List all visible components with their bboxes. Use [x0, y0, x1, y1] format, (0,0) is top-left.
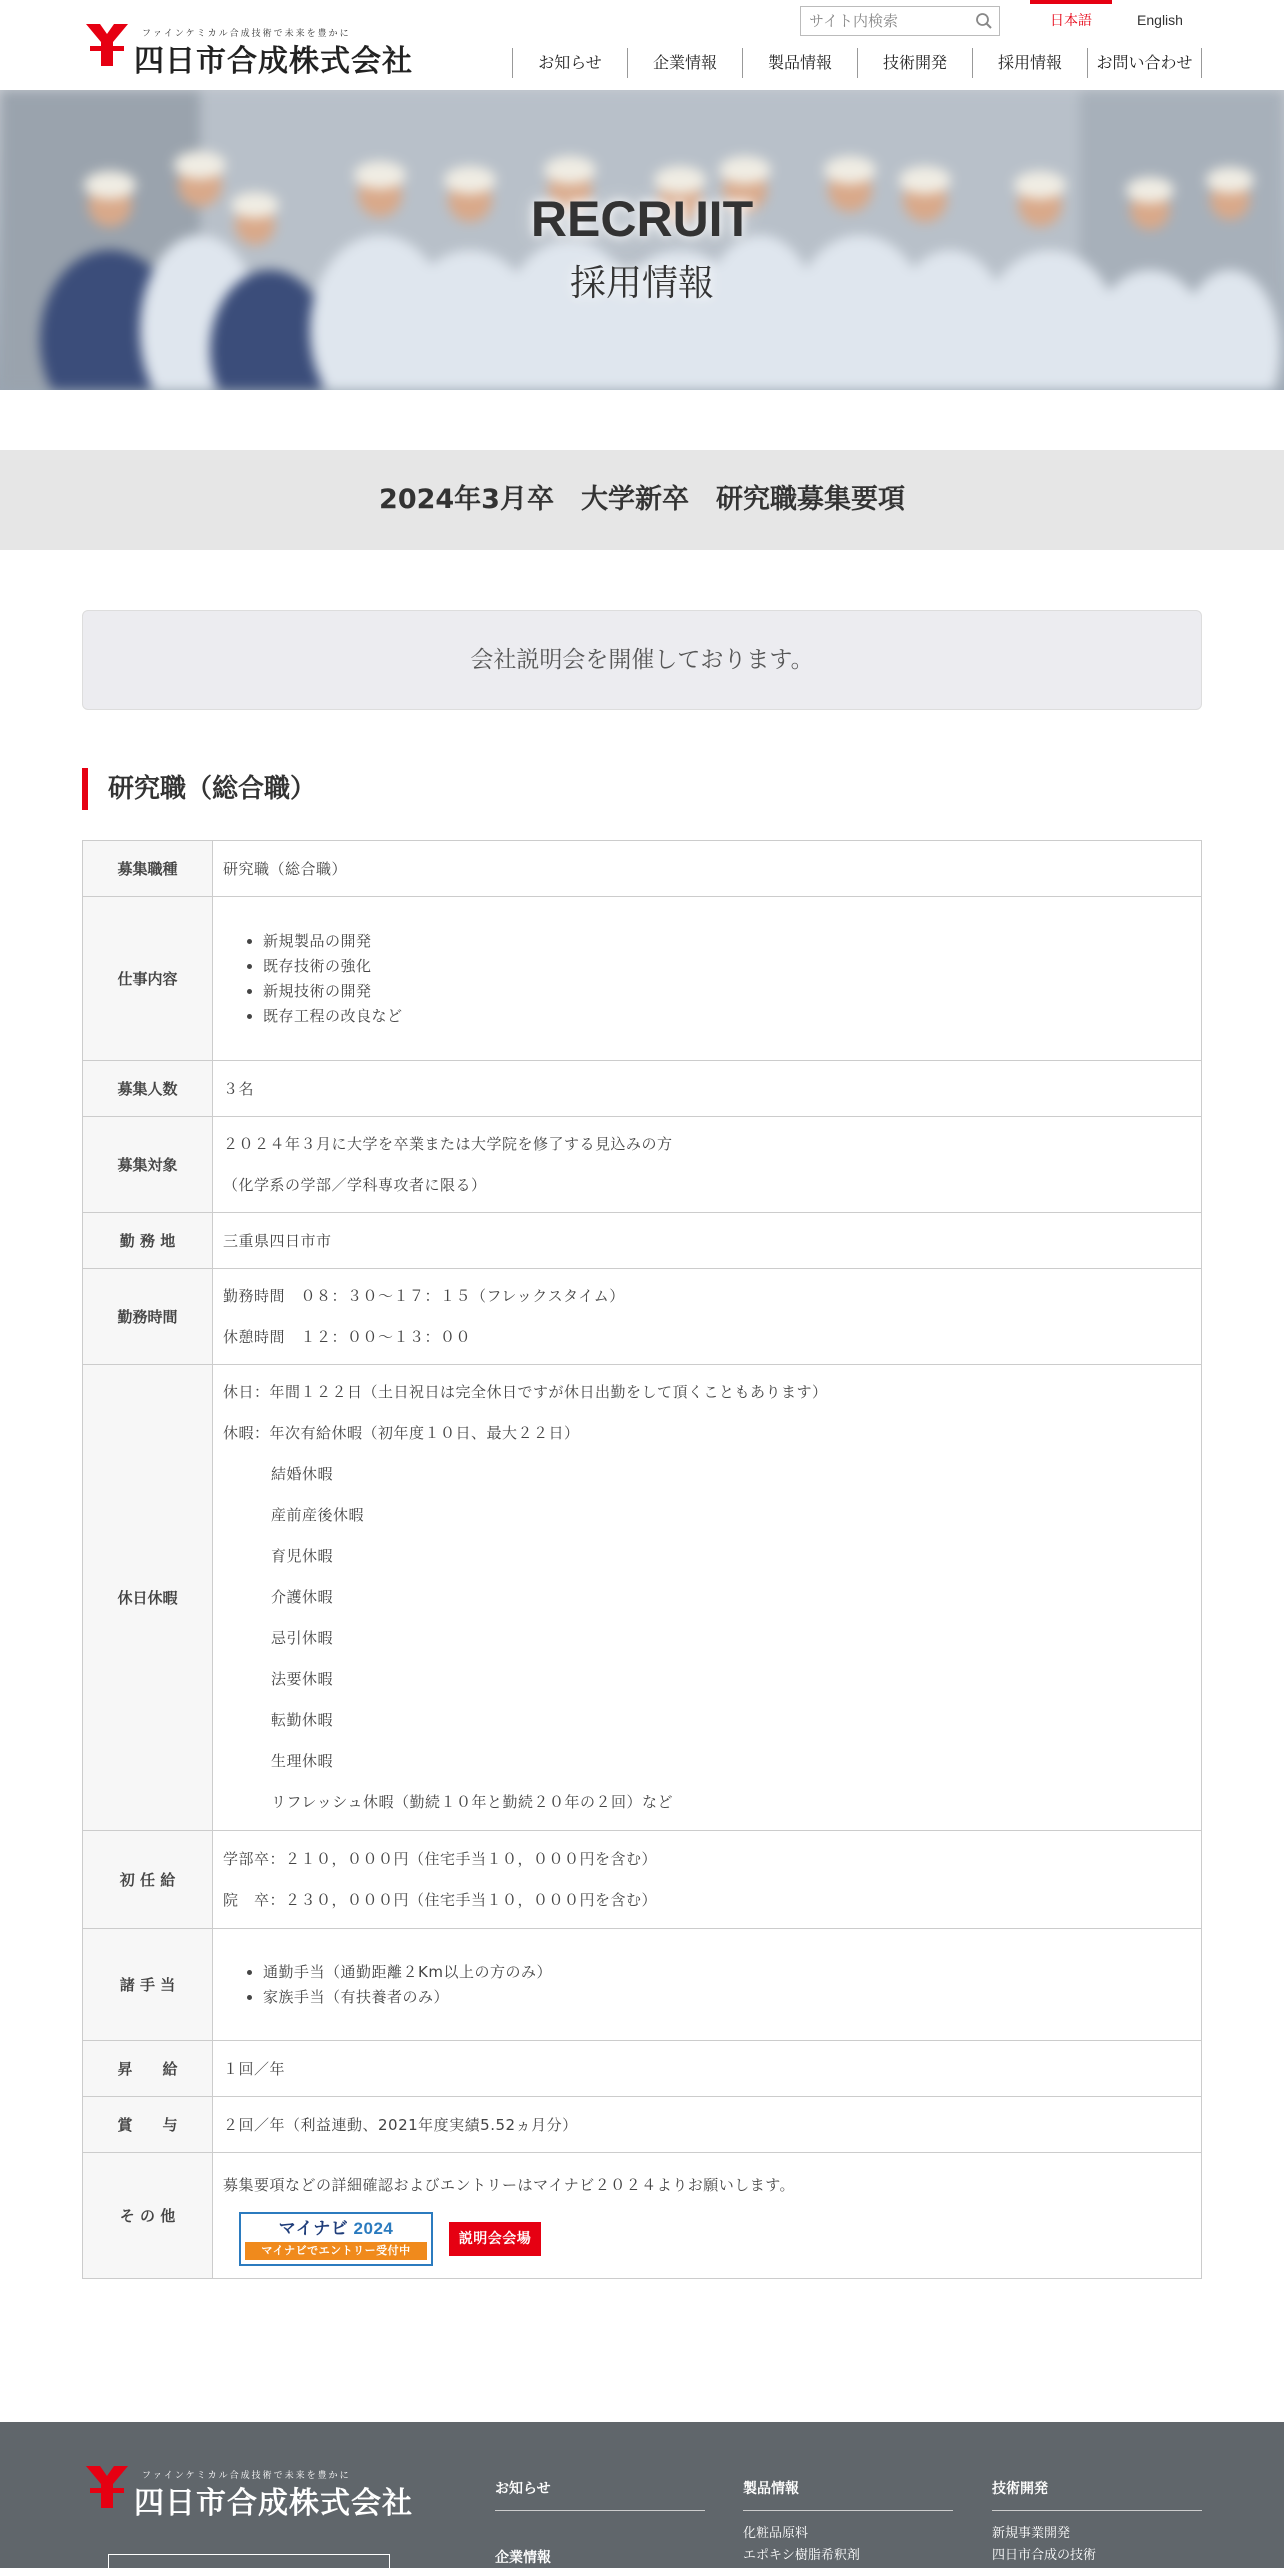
- footer-col-title[interactable]: 製品情報: [743, 2478, 953, 2511]
- section-heading: 研究職（総合職）: [82, 768, 316, 810]
- footer-sub-title[interactable]: 企業情報: [495, 2550, 551, 2566]
- row-label: 昇 給: [83, 2041, 213, 2097]
- row-value: １回／年: [213, 2041, 1202, 2097]
- logo-company-name: 四日市合成株式会社: [134, 44, 413, 79]
- row-label: 初 任 給: [83, 1831, 213, 1929]
- row-label: 勤務時間: [83, 1269, 213, 1365]
- text-line: 院 卒：２３０，０００円（住宅手当１０，０００円を含む）: [223, 1890, 658, 1909]
- table-row: [83, 841, 1202, 897]
- row-value: [213, 1269, 1202, 1365]
- text-line: 休憩時間 １２：００〜１３：００: [223, 1327, 472, 1346]
- site-footer: [0, 2422, 1284, 2568]
- logo-mark-icon: [82, 20, 132, 70]
- table-row: [83, 1269, 1202, 1365]
- duties-list: [223, 929, 1191, 1029]
- site-header: [0, 0, 1284, 90]
- row-value: [213, 1365, 1202, 1831]
- nav-technology[interactable]: 技術開発: [857, 48, 972, 78]
- table-row: [83, 1831, 1202, 1929]
- table-row: [83, 1929, 1202, 2041]
- text-line: ２０２４年３月に大学を卒業または大学院を修了する見込みの方: [223, 1134, 673, 1153]
- nav-contact[interactable]: お問い合わせ: [1087, 48, 1202, 78]
- row-value: [213, 1831, 1202, 1929]
- hero-banner: [0, 90, 1284, 390]
- nav-recruit[interactable]: 採用情報: [972, 48, 1087, 78]
- row-label: 諸 手 当: [83, 1929, 213, 2041]
- row-value: [213, 1929, 1202, 2041]
- row-label: そ の 他: [83, 2153, 213, 2279]
- footer-link[interactable]: 新規事業開発: [992, 2526, 1071, 2541]
- logo-tagline: ファインケミカル合成技術で未来を豊かに: [142, 2471, 351, 2481]
- text-line: 休日：年間１２２日（土日祝日は完全休日ですが休日出勤をして頂くこともあります）: [223, 1383, 828, 1401]
- row-value: ２回／年（利益連動、2021年度実績5.52ヵ月分）: [213, 2097, 1202, 2153]
- global-nav: [512, 48, 1202, 78]
- page-title: 2024年3月卒 大学新卒 研究職募集要項: [379, 484, 905, 515]
- table-row: [83, 2153, 1202, 2279]
- table-row: [83, 897, 1202, 1061]
- row-label: 募集人数: [83, 1061, 213, 1117]
- footer-col-news: [495, 2478, 705, 2567]
- site-search: [800, 6, 1000, 36]
- list-item: • 家族手当（有扶養者のみ）: [263, 1985, 1191, 2010]
- job-requirements-table: [82, 840, 1202, 2279]
- row-value: [213, 2153, 1202, 2279]
- table-row: [83, 1061, 1202, 1117]
- leave-item: リフレッシュ休暇（勤続１０年と勤続２０年の２回）など: [271, 1793, 673, 1811]
- leave-item: 生理休暇: [271, 1752, 334, 1770]
- footer-col-title[interactable]: お知らせ: [495, 2478, 705, 2511]
- row-value: [213, 1117, 1202, 1213]
- hero-subtitle: 採用情報: [569, 263, 714, 304]
- search-input[interactable]: [801, 7, 971, 35]
- row-label: 賞 与: [83, 2097, 213, 2153]
- seminar-notice: 会社説明会を開催しております。: [82, 610, 1202, 710]
- entry-links: [223, 2212, 1191, 2266]
- mynavi-year: 2024: [353, 2219, 394, 2238]
- row-label: 募集職種: [83, 841, 213, 897]
- nav-company[interactable]: 企業情報: [627, 48, 742, 78]
- table-row: [83, 1365, 1202, 1831]
- row-value: ３名: [213, 1061, 1202, 1117]
- footer-col-title[interactable]: 技術開発: [992, 2478, 1202, 2511]
- logo-company-name: 四日市合成株式会社: [134, 2486, 413, 2521]
- table-row: [83, 1213, 1202, 1269]
- footer-link[interactable]: 化粧品原料: [743, 2526, 809, 2541]
- footer-search-box[interactable]: [108, 2554, 390, 2568]
- row-label: 勤 務 地: [83, 1213, 213, 1269]
- logo-tagline: ファインケミカル合成技術で未来を豊かに: [142, 29, 351, 39]
- mynavi-logo: [241, 2214, 431, 2244]
- nav-news[interactable]: お知らせ: [512, 48, 627, 78]
- table-row: [83, 2097, 1202, 2153]
- footer-col-products: [743, 2478, 953, 2567]
- row-value: [213, 897, 1202, 1061]
- leave-item: 転勤休暇: [271, 1711, 334, 1729]
- footer-col-technology: [992, 2478, 1202, 2567]
- nav-products[interactable]: 製品情報: [742, 48, 857, 78]
- text-line: 勤務時間 ０８：３０〜１７：１５（フレックスタイム）: [223, 1286, 625, 1305]
- table-row: [83, 2041, 1202, 2097]
- leave-item: 結婚休暇: [271, 1465, 334, 1483]
- text-line: 募集要項などの詳細確認およびエントリーはマイナビ２０２４よりお願いします。: [223, 2176, 796, 2194]
- row-label: 募集対象: [83, 1117, 213, 1213]
- footer-link[interactable]: 四日市合成の技術: [992, 2548, 1097, 2563]
- leave-item: 忌引休暇: [271, 1629, 334, 1647]
- table-row: [83, 1117, 1202, 1213]
- leave-item: 育児休暇: [271, 1547, 334, 1565]
- row-label: 仕事内容: [83, 897, 213, 1061]
- list-item: • 通勤手当（通勤距離２Km以上の方のみ）: [263, 1960, 1191, 1985]
- list-item: • 既存技術の強化: [263, 954, 1191, 979]
- text-line: （化学系の学部／学科専攻者に限る）: [223, 1175, 487, 1194]
- row-value: 三重県四日市市: [213, 1213, 1202, 1269]
- footer-logo[interactable]: [82, 2462, 422, 2521]
- leave-item: 法要休暇: [271, 1670, 334, 1688]
- mynavi-name: マイナビ: [278, 2219, 349, 2238]
- footer-link[interactable]: エポキシ樹脂希釈剤: [743, 2548, 860, 2563]
- leave-item: 産前産後休暇: [271, 1506, 365, 1524]
- list-item: • 既存工程の改良など: [263, 1004, 1191, 1029]
- list-item: • 新規製品の開発: [263, 929, 1191, 954]
- lang-japanese-link[interactable]: 日本語: [1030, 0, 1112, 40]
- text-line: 休暇：年次有給休暇（初年度１０日、最大２２日）: [223, 1424, 580, 1442]
- seminar-venue-button[interactable]: 説明会会場: [449, 2222, 541, 2256]
- allowances-list: [223, 1960, 1191, 2010]
- hero-title: RECRUIT: [530, 191, 754, 247]
- row-value: 研究職（総合職）: [213, 841, 1202, 897]
- row-label: 休日休暇: [83, 1365, 213, 1831]
- leave-item: 介護休暇: [271, 1588, 334, 1606]
- text-line: 学部卒：２１０，０００円（住宅手当１０，０００円を含む）: [223, 1849, 658, 1868]
- mynavi-entry-banner[interactable]: [239, 2212, 433, 2266]
- site-logo[interactable]: [82, 20, 413, 79]
- mynavi-entry-label: マイナビでエントリー受付中: [245, 2242, 427, 2260]
- lang-english-link[interactable]: English: [1137, 12, 1183, 28]
- page-title-band: [0, 450, 1284, 550]
- list-item: • 新規技術の開発: [263, 979, 1191, 1004]
- search-icon[interactable]: [975, 12, 993, 30]
- logo-mark-icon: [82, 2462, 132, 2512]
